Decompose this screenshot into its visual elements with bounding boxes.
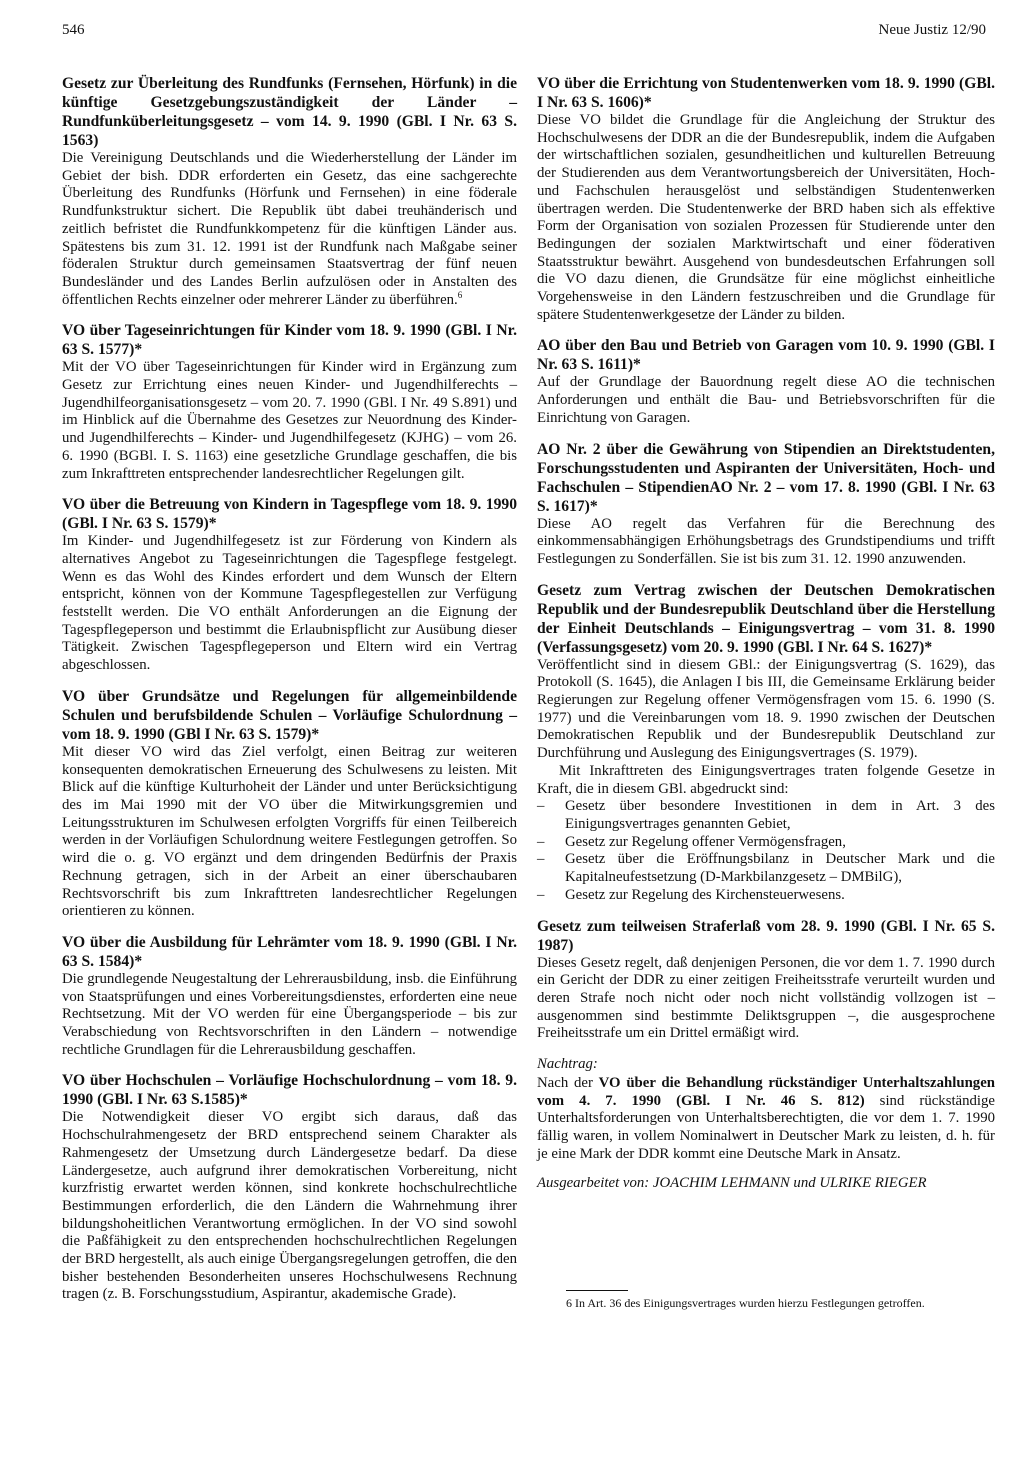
entry-title: VO über die Errichtung von Studentenwerken vom 18. 9. 1990 (GBl. I Nr. 63 S. 1606)* <box>537 75 995 111</box>
entry-body: Veröffentlicht sind in diesem GBl.: der Einigungsvertrag (S. 1629), das Protokoll (S. 1645), die Anlagen I bis III, die Gemeinsame Erklärung beider Regierungen zur Regelung offener Vermögensfragen vom 15. 6. 1990 (S. 1977) und die Vereinbarungen vom 18. 9. 1990 zwischen der Deutschen Demokratischen Republik und der Bundesrepublik Deutschland zur Durchführung und Auslegung des Einigungsvertrages (S. 1979). <box>537 656 995 762</box>
entry-title: Gesetz zum Vertrag zwischen der Deutschen Demokratischen Republik und der Bundesrepublik Deutschland über die Herstellung der Einheit Deutschlands – Einigungsvertrag – vom 31. 8. 1990 (Verfassungsgesetz) vom 20. 9. 1990 (GBl. I Nr. 64 S. 1627)* <box>537 581 995 656</box>
right-column <box>537 74 995 1192</box>
entry-straferlass <box>537 917 995 1044</box>
entry-title: VO über Tageseinrichtungen für Kinder vom 18. 9. 1990 (GBl. I Nr. 63 S. 1577)* <box>62 322 517 359</box>
list-item: – Gesetz zur Regelung des Kirchensteuerwesens. <box>537 887 995 905</box>
entry-body: Die grundlegende Neugestaltung der Lehrerausbildung, insb. die Einführung von Staatsprüfungen und eines Vorbereitungsdienstes, erforderten eine neue Rechtsetzung. Mit der VO werden für eine Übergangsperiode – bis zur Verabschiedung von Rechtsvorschriften in den Ländern – notwendige rechtliche Grundlagen für die Lehrerausbildung geschaffen. <box>62 970 517 1058</box>
entry-tagespflege <box>62 495 517 675</box>
entry-stipendien <box>537 440 995 569</box>
entry-body: Dieses Gesetz regelt, daß denjenigen Personen, die vor dem 1. 7. 1990 durch ein Gericht der DDR zu einer zeitigen Freiheitsstrafe verurteilt wurden und deren Strafe noch nicht oder noch nicht vollständig vollzogen ist – ausgenommen sind bestimmte Deliktsgruppen –, die ausgesprochene Freiheitsstrafe um ein Drittel ermäßigt wird. <box>537 954 995 1042</box>
entry-title: VO über Hochschulen – Vorläufige Hochschulordnung – vom 18. 9. 1990 (GBl. I Nr. 63 S.1585)* <box>62 1072 517 1109</box>
entry-body: Mit dieser VO wird das Ziel verfolgt, einen Beitrag zur weiteren konsequenten demokratischen Erneuerung des Schulwesens zu leisten. Mit Blick auf die künftige Kulturhoheit der Länder und unter Berücksichtigung des im Mai 1990 mit der VO über die Mitwirkungsgremien und Leitungsstrukturen im Schulwesen erfolgten Vorgriffs für einen Teilbereich werden in der Vorläufigen Schulordnung weitere Festlegungen getroffen. So wird die o. g. VO ergänzt und dem dringenden Bedürfnis der Praxis Rechnung getragen, sich in der Arbeit an einer überschaubaren Rechtsvorschrift bis zum Inkrafttreten landesrechtlicher Regelungen orientieren zu können. <box>62 743 517 920</box>
entry-title: AO über den Bau und Betrieb von Garagen vom 10. 9. 1990 (GBl. I Nr. 63 S. 1611)* <box>537 337 995 374</box>
entry-title: Gesetz zum teilweisen Straferlaß vom 28. 9. 1990 (GBl. I Nr. 65 S. 1987) <box>537 917 995 954</box>
entry-body: Die Vereinigung Deutschlands und die Wiederherstellung der Länder im Gebiet der bish. DDR erforderten ein Gesetz, das eine sachgerechte Überleitung des Rundfunks (Hörfunk und Fernsehen) in eine föderale Rundfunkstruktur sichert. Die Republik übt dabei treuhänderisch und zeitlich befristet die Rundfunkkompetenz für die künftigen Länder aus. Spätestens bis zum 31. 12. 1991 ist der Rundfunk nach Maßgabe seiner föderalen Struktur durch gemeinsamen Staatsvertrag der fünf neuen Bundesländer und des Landes Berlin aufzulösen oder in Anstalten des öffentlichen Rechts einzelner oder mehrerer Länder zu überführen.$^6$ <box>62 150 517 308</box>
entry-studentenwerke <box>537 74 995 324</box>
footnote-divider <box>566 1290 628 1291</box>
left-column <box>62 74 517 1316</box>
entry-rundfunk <box>62 74 517 309</box>
entry-title: VO über die Ausbildung für Lehrämter vom 18. 9. 1990 (GBl. I Nr. 63 S. 1584)* <box>62 933 517 970</box>
law-list <box>537 798 995 904</box>
footnote: 6 In Art. 36 des Einigungsvertrages wurden hierzu Festlegungen getroffen. <box>566 1296 925 1310</box>
entry-lehraemter <box>62 933 517 1060</box>
entry-body: Im Kinder- und Jugendhilfegesetz ist zur Förderung von Kindern als alternatives Angebot zu Tageseinrichtungen die Tagespflege festgelegt. Wenn es das Wohl des Kindes erfordert und dem Wunsch der Eltern entspricht, können von der Kommune Tagespflegestellen zur Verfügung feststellt werden. Die VO enthält Anforderungen an die Eignung der Tagespflegeperson und bestimmt die Erlaubnispflicht zur Ausübung dieser Tätigkeit. Zwischen Tagespflegeperson und Eltern wird ein Vertrag abgeschlossen. <box>62 533 517 674</box>
entry-title: VO über Grundsätze und Regelungen für allgemeinbildende Schulen und berufsbildende Schulen – Vorläufige Schulordnung – vom 18. 9. 1990 (GBl I Nr. 63 S. 1579)* <box>62 687 517 743</box>
entry-body: Diese AO regelt das Verfahren für die Berechnung des einkommensabhängigen Erhöhungsbetrags des Grundstipendiums und trifft Festlegungen zu Sonderfällen. Sie ist bis zum 31. 12. 1990 anzuwenden. <box>537 515 995 567</box>
entry-title: Gesetz zur Überleitung des Rundfunks (Fernsehen, Hörfunk) in die künftige Gesetzgebungszuständigkeit der Länder – Rundfunküberleitungsgesetz – vom 14. 9. 1990 (GBl. I Nr. 63 S. 1563) <box>62 75 517 149</box>
entry-title: VO über die Betreuung von Kindern in Tagespflege vom 18. 9. 1990 (GBl. I Nr. 63 S. 1579)* <box>62 496 517 533</box>
list-item: – Gesetz zur Regelung offener Vermögensfragen, <box>537 834 995 852</box>
nachtrag-text: Nach der VO über die Behandlung rückständiger Unterhaltszahlungen vom 4. 7. 1990 (GBl. I Nr. 46 S. 812) sind rückständige Unterhaltsforderungen von Unterhaltsberechtigten, die vor dem 1. 7. 1990 fällig waren, in vollem Nominalwert in Deutscher Mark zu leisten, d. h. für je eine Mark der DDR kommt eine Deutsche Mark in Ansatz. <box>537 1075 995 1162</box>
list-item: – Gesetz über die Eröffnungsbilanz in Deutscher Mark und die Kapitalneufestsetzung (D-Markbilanzgesetz – DMBilG), <box>537 851 995 886</box>
entry-hochschulen <box>62 1071 517 1304</box>
page-number: 546 <box>62 22 85 38</box>
entry-body: Die Notwendigkeit dieser VO ergibt sich daraus, daß das Hochschulrahmengesetz der BRD entsprechend seinem Charakter als Rahmengesetz der Umsetzung durch Ländergesetze bedarf. Da diese Ländergesetze, auch aufgrund ihrer demokratischen Vorbereitung, nicht kurzfristig erwartet werden können, sind konkrete hochschulrechtliche Bestimmungen erforderlich, die den Ländern die Wahrnehmung ihrer bildungshoheitlichen Verantwortung ermöglichen. In der VO sind sowohl die Paßfähigkeit zu den entsprechenden hochschulrechtlichen Regelungen der BRD hergestellt, als auch einige Übergangsregelungen getroffen, die den bisher bestehenden Besonderheiten unseres Hochschulwesens Rechnung tragen (z. B. Forschungsstudium, Aspirantur, akademische Grade). <box>62 1109 517 1303</box>
entry-body: Diese VO bildet die Grundlage für die Angleichung der Struktur des Hochschulwesens der DDR an die der Bundesrepublik, indem die Aufgaben der wirtschaftlichen sozialen, gesundheitlichen und kulturellen Betreuung der Studierenden aus dem Verantwortungsbereich der Universitäten, Hoch- und Fachschulen herausgelöst und selbständigen Studentenwerken übertragen werden. Die Studentenwerke der BRD haben sich als effektive Form der Organisation von sozialen Prozessen für Studierende unter den Bedingungen der sozialen Marktwirtschaft und einer föderativen Staatsstruktur bewährt. Ausgehend von bundesdeutschen Erfahrungen soll die VO dazu dienen, die Grundsätze für eine möglichst einheitliche Vorgehensweise in den Ländern festzuschreiben und die Grundlage für spätere Studentenwerkgesetze der Länder zu bilden. <box>537 112 995 323</box>
entry-title: AO Nr. 2 über die Gewährung von Stipendien an Direktstudenten, Forschungsstudenten und Aspiranten der Universitäten, Hoch- und Fachschulen – StipendienAO Nr. 2 – vom 17. 8. 1990 (GBl. I Nr. 63 S. 1617)* <box>537 440 995 515</box>
author-credit: Ausgearbeitet von: JOACHIM LEHMANN und ULRIKE RIEGER <box>537 1174 927 1191</box>
entry-einigungsvertrag <box>537 581 995 905</box>
entry-garagen <box>537 336 995 427</box>
entry-body-continued: Mit Inkrafttreten des Einigungsvertrages traten folgende Gesetze in Kraft, die in diesem GBl. abgedruckt sind: <box>537 762 995 797</box>
entry-tageseinrichtungen <box>62 321 517 483</box>
entry-body: Mit der VO über Tageseinrichtungen für Kinder wird in Ergänzung zum Gesetz zur Errichtung eines neuen Kinder- und Jugendhilferechts – Jugendhilfeorganisationsgesetz – vom 20. 7. 1990 (GBl. I Nr. 49 S.891) und im Hinblick auf die Übernahme des Gesetzes zur Neuordnung des Kinder- und Jugendhilferechts – Kinder- und Jugendhilfegesetz (KJHG) – vom 26. 6. 1990 (BGBl. I. S. 1163) eine gesetzliche Grundlage geschaffen, die bis zum Inkrafttreten entsprechender landesrechtlicher Regelungen gilt. <box>62 359 517 482</box>
footnote-ref: 6 <box>457 289 463 300</box>
nachtrag-label: Nachtrag: <box>537 1056 598 1073</box>
list-item: – Gesetz über besondere Investitionen in dem in Art. 3 des Einigungsvertrages genannten Gebiet, <box>537 798 995 833</box>
journal-title: Neue Justiz 12/90 <box>878 22 986 38</box>
entry-body: Auf der Grundlage der Bauordnung regelt diese AO die technischen Anforderungen und enthält die Bau- und Betriebsvorschriften für die Einrichtung von Garagen. <box>537 374 995 426</box>
entry-schulordnung <box>62 687 517 921</box>
